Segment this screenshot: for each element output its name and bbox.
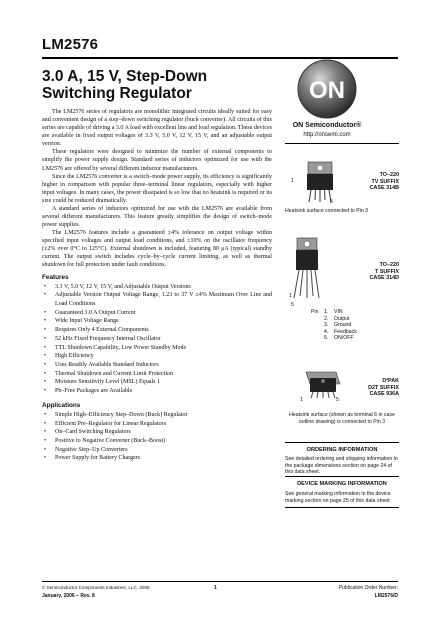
- package-name: D²PAK: [382, 378, 399, 384]
- ordering-information-heading: ORDERING INFORMATION: [306, 447, 378, 453]
- pin-list-label: Pin: [311, 309, 319, 315]
- list-item: • Positive to Negative Converter (Buck–Boost): [51, 437, 272, 446]
- pin-name: Output: [334, 315, 350, 322]
- title-line-2: Switching Regulator: [42, 85, 192, 102]
- brand-name: ON Semiconductor®: [292, 122, 362, 129]
- logo-text: ON: [309, 77, 345, 104]
- applications-list: [42, 411, 272, 463]
- pin-label: 5: [330, 199, 333, 205]
- to220-t-package-image: [288, 236, 328, 304]
- features-list: [42, 283, 272, 396]
- list-item: • Efficient Pre–Regulator for Linear Regulators: [51, 420, 272, 429]
- list-item: • Requires Only 4 External Components: [51, 326, 272, 335]
- paragraph: These regulators were designed to minimize the number of external components to simplify the power supply design. Standard series of inductors optimized for use with the LM2576 are offered by several different inductor manufacturers.: [42, 149, 272, 172]
- divider: [285, 507, 399, 508]
- publication-number: LM2576/D: [374, 593, 398, 599]
- pin-label: 1: [289, 293, 292, 299]
- pin-label: 1: [300, 397, 303, 403]
- device-marking-text: See general marking information in the device marking section on page 25 of this data sheet.: [285, 491, 392, 504]
- paragraph: Since the LM2576 converter is a switch–mode power supply, its efficiency is significantly higher in comparison with popular three–terminal linear regulators, especially with higher input voltages. In many cases, the power dissipated is so low that no heatsink is required or its size could be reduced dramatically.: [42, 173, 272, 204]
- device-marking-heading: DEVICE MARKING INFORMATION: [297, 481, 387, 487]
- package-name: TO–220: [379, 262, 399, 268]
- list-item: • On–Card Switching Regulators: [51, 428, 272, 437]
- package-case: CASE 314D: [369, 275, 399, 281]
- heatsink-note: Heatsink surface (shown as terminal 6 in case outline drawing) is connected to Pin 3: [289, 412, 395, 425]
- list-item: • Uses Readily Available Standard Inductors: [51, 361, 272, 370]
- package-name: TO–220: [379, 172, 399, 178]
- heatsink-note: Heatsink surface connected to Pin 3: [285, 208, 369, 214]
- divider: [285, 143, 399, 144]
- pin-item: [324, 335, 394, 342]
- list-item: • 3.3 V, 5.0 V, 12 V, 15 V, and Adjustable Output Versions: [51, 283, 272, 292]
- page-title: [42, 68, 252, 102]
- list-item: • 52 kHz Fixed Frequency Internal Oscillator: [51, 335, 272, 344]
- list-item: • Guaranteed 3.0 A Output Current: [51, 309, 272, 318]
- list-item: • Negative Step–Up Converters: [51, 446, 272, 455]
- list-item: • Simple High–Efficiency Step–Down (Buck) Regulator: [51, 411, 272, 420]
- package-suffix: TV SUFFIX: [371, 178, 399, 185]
- copyright: © Semiconductor Components Industries, LLC, 2006: [42, 585, 150, 590]
- pin-label: 5: [336, 397, 339, 403]
- pin-name: Feedback: [334, 328, 357, 335]
- footer: [42, 585, 398, 605]
- pin-number: 3.: [324, 322, 329, 328]
- pin-name: VIN: [334, 309, 343, 315]
- package-suffix: D2T SUFFIX: [368, 384, 399, 391]
- package-case: CASE 314B: [369, 185, 399, 191]
- list-item: • Adjustable Version Output Voltage Range, 1.23 to 37 V ±4% Maximum Over Line and Load Conditions: [51, 291, 272, 308]
- to220-tv-package-image: [300, 160, 340, 205]
- pin-number: 4.: [324, 328, 329, 335]
- paragraph: A standard series of inductors optimized for use with the LM2576 are available from several different manufacturers. This feature greatly simplifies the design of switch–mode power supplies.: [42, 205, 272, 229]
- page-number: 1: [214, 585, 217, 591]
- divider: [285, 476, 399, 477]
- body-column: [42, 108, 272, 463]
- pin-name: Ground: [334, 322, 352, 328]
- list-item: • Thermal Shutdown and Current Limit Protection: [51, 370, 272, 379]
- pin-number: 5.: [324, 335, 329, 341]
- pin-number: 1.: [324, 309, 329, 315]
- list-item: • Wide Input Voltage Range: [51, 317, 272, 326]
- list-item: • TTL Shutdown Capability, Low Power Standby Mode: [51, 344, 272, 353]
- list-item: • Moisture Sensitivity Level (MSL) Equals 1: [51, 378, 272, 387]
- pin-name: ON/OFF: [334, 335, 354, 341]
- list-item: • Power Supply for Battery Chargers: [51, 454, 272, 463]
- ordering-information-text: See detailed ordering and shipping information in the package dimensions section on page 24 of this data sheet.: [285, 456, 398, 475]
- features-heading: Features: [42, 273, 69, 281]
- paragraph: The LM2576 series of regulators are monolithic integrated circuits ideally suited for easy and convenient design of a step–down switching regulator (buck converter). All circuits of this series are capable of driving a 3.0 A load with excellent line and load regulation. These devices are available in fixed output voltages of 3.3 V, 5.0 V, 12 V, 15 V, and an adjustable output version.: [42, 109, 272, 148]
- footer-rule: [42, 581, 398, 582]
- pin-list: [324, 309, 394, 342]
- website-link[interactable]: http://onsemi.com: [303, 132, 351, 138]
- paragraph: The LM2576 features include a guaranteed ±4% tolerance on output voltage within specified input voltages and output load conditions, and ±10% on the oscillator frequency (±2% over 0°C to 125°C). External shutdown is included, featuring 80 μA (typical) standby current. The output switch includes cycle–by–cycle current limiting, as well as thermal shutdown for full protection under fault conditions.: [42, 230, 272, 269]
- package-suffix: T SUFFIX: [375, 268, 399, 275]
- pin-label: 5: [291, 302, 294, 308]
- package-caption: [340, 262, 399, 282]
- publication-label: Publication Order Number:: [338, 585, 398, 591]
- pin-label: 1: [291, 178, 294, 184]
- on-semiconductor-logo: [296, 58, 358, 120]
- list-item: • Pb–Free Packages are Available: [51, 387, 272, 396]
- divider: [285, 442, 399, 443]
- package-case: CASE 936A: [369, 391, 399, 397]
- title-line-1: 3.0 A, 15 V, Step-Down: [42, 68, 208, 85]
- package-caption: [340, 378, 399, 398]
- pin-number: 2.: [324, 315, 329, 322]
- list-item: • High Efficiency: [51, 352, 272, 361]
- revision-date: January, 2006 − Rev. 8: [42, 593, 95, 599]
- part-number: LM2576: [42, 36, 99, 53]
- package-caption: [340, 172, 399, 192]
- applications-heading: Applications: [42, 401, 81, 409]
